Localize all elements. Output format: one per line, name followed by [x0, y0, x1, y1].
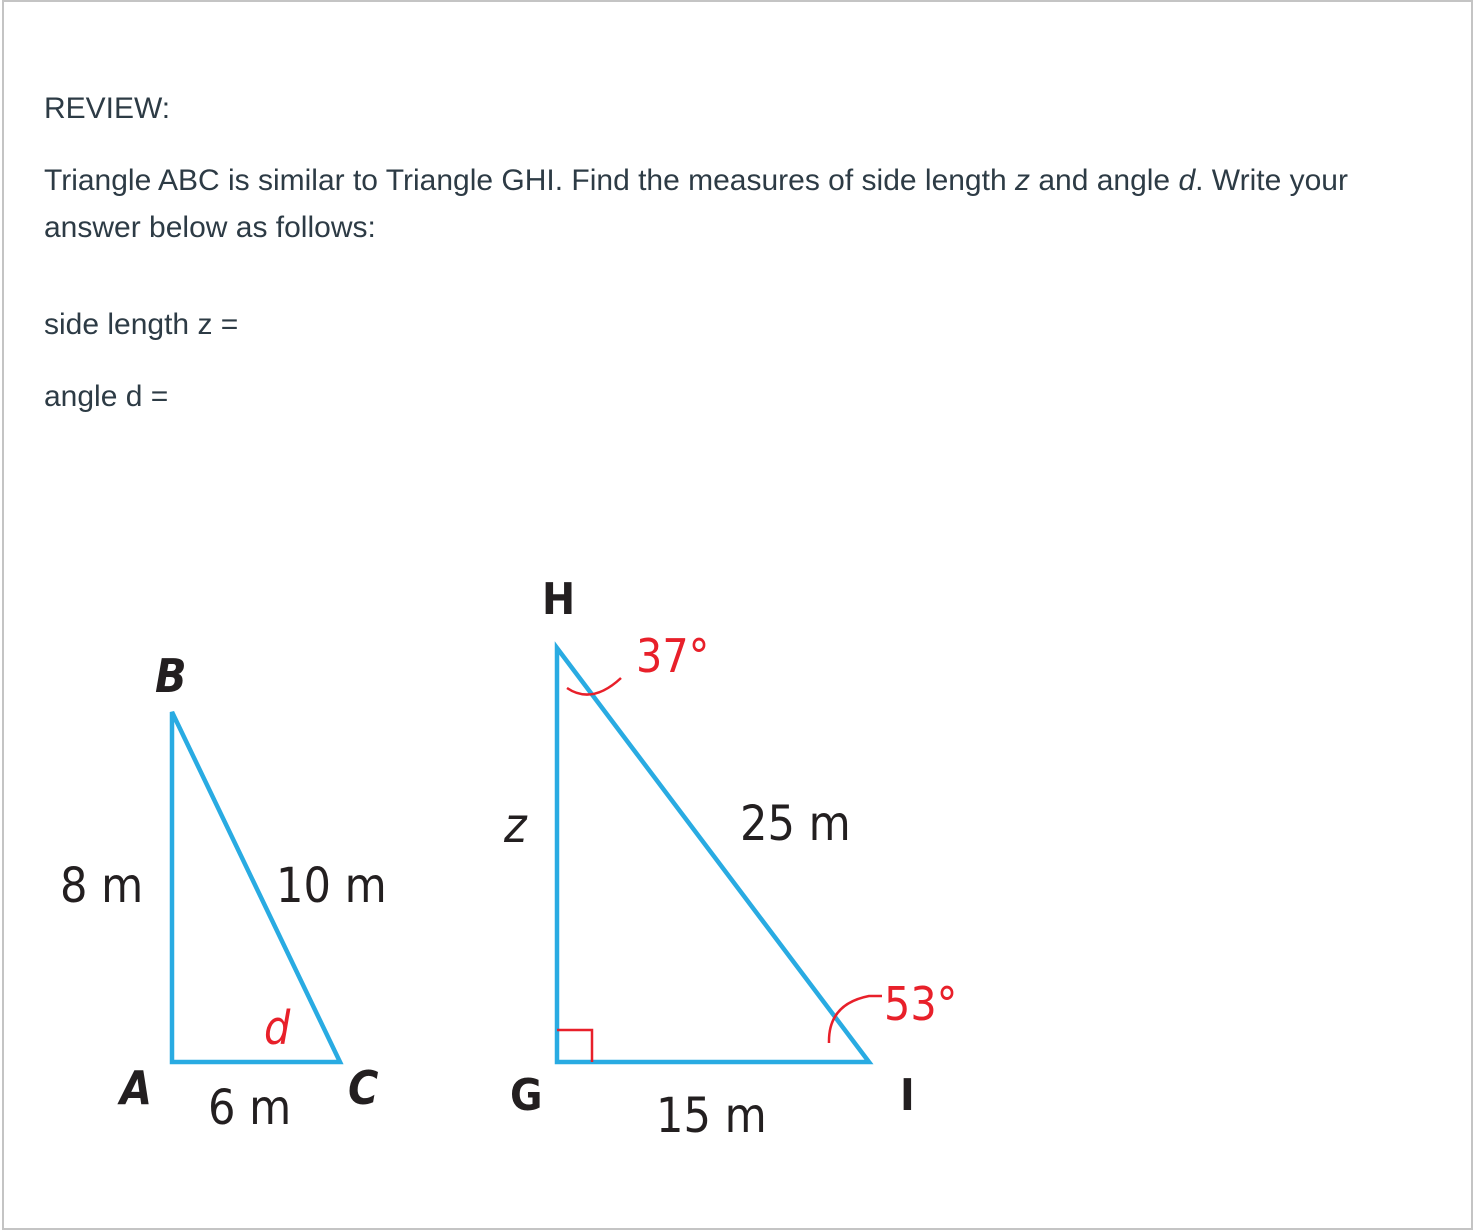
similar-triangles-figure	[0, 560, 1000, 1160]
side-label-gh: z	[504, 798, 527, 854]
variable-z: z	[1014, 164, 1030, 197]
side-label-ab: 8 m	[60, 858, 144, 914]
vertex-label-c: C	[348, 1061, 379, 1115]
question-part3: . Write your	[1195, 164, 1348, 197]
angle-label-h: 37°	[636, 629, 710, 683]
side-label-hi: 25 m	[740, 796, 851, 852]
vertex-label-a: A	[120, 1061, 153, 1115]
review-heading: REVIEW:	[44, 92, 171, 125]
angle-label-d: d	[264, 1001, 291, 1055]
side-label-bc: 10 m	[276, 858, 387, 914]
vertex-label-b: B	[155, 649, 187, 703]
question-part1: Triangle ABC is similar to Triangle GHI. Find the measures of side length	[44, 164, 1015, 197]
question-text-line2: answer below as follows:	[44, 211, 376, 244]
question-text-line1	[44, 166, 1348, 196]
vertex-label-i: I	[900, 1070, 915, 1121]
right-angle-mark-g	[557, 1030, 592, 1062]
answer-prompt-side: side length z =	[44, 308, 239, 341]
side-label-gi: 15 m	[656, 1088, 767, 1144]
answer-prompt-angle: angle d =	[44, 380, 169, 413]
triangle-ghi	[557, 648, 869, 1062]
vertex-label-g: G	[510, 1070, 543, 1121]
question-part2: and angle	[1029, 164, 1179, 197]
vertex-label-h: H	[542, 574, 576, 625]
angle-arc-h	[567, 678, 621, 695]
variable-d: d	[1178, 164, 1196, 197]
angle-label-i: 53°	[884, 977, 958, 1031]
side-label-ac: 6 m	[208, 1080, 292, 1136]
